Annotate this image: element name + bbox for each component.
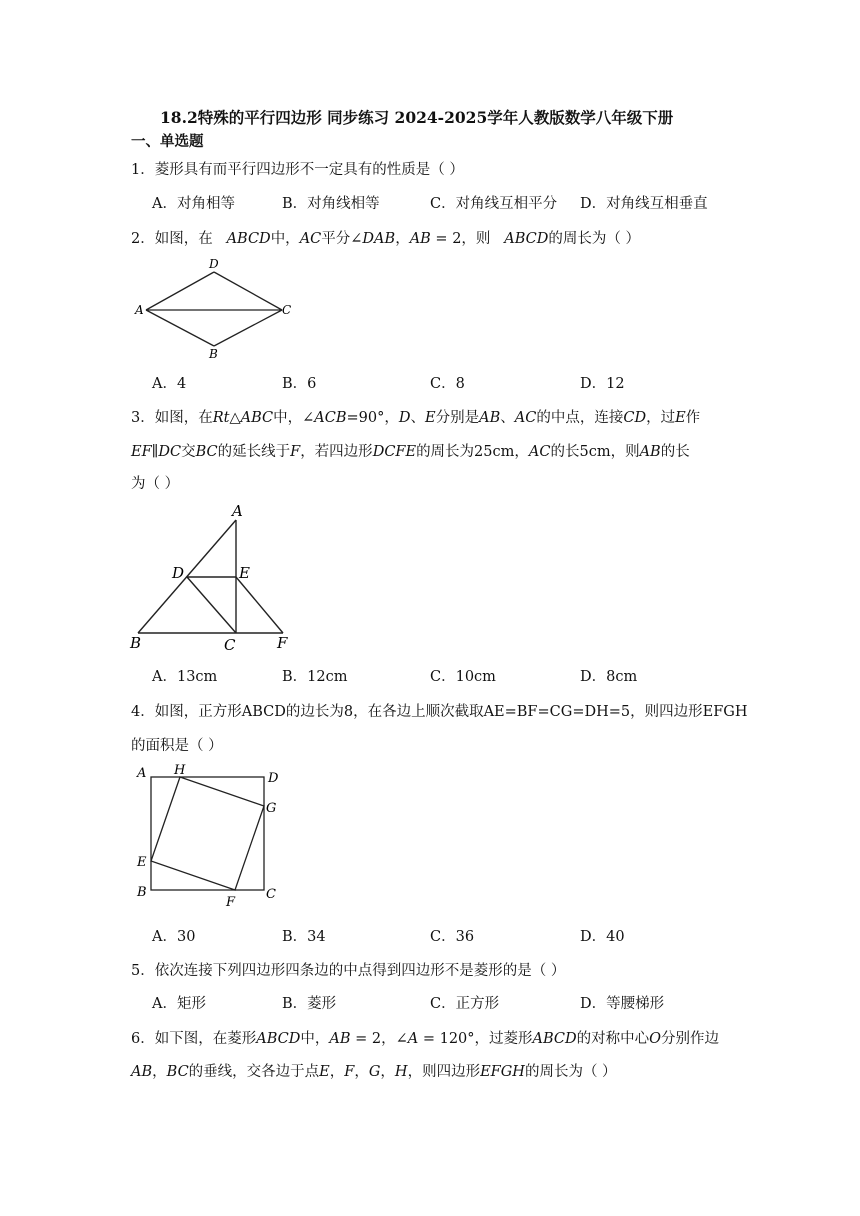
- question-3-line-2: EF∥DC交BC的延长线于F，若四边形DCFE的周长为25cm，AC的长5cm，则AB的长: [131, 444, 690, 460]
- q4-option-c[interactable]: C．36: [430, 929, 475, 945]
- q2-label-d: D: [209, 257, 219, 271]
- q1-option-a[interactable]: A．对角相等: [152, 196, 235, 212]
- question-6-line-2: AB，BC的垂线，交各边于点E，F，G，H，则四边形EFGH的周长为（ ）: [131, 1064, 617, 1080]
- q3-option-b[interactable]: B．12cm: [282, 669, 348, 685]
- q4-label-e: E: [137, 855, 147, 870]
- q4-label-a: A: [137, 766, 147, 781]
- q3-label-f: F: [277, 634, 288, 652]
- q4-label-g: G: [266, 801, 277, 816]
- q5-option-d[interactable]: D．等腰梯形: [580, 996, 665, 1012]
- q4-square-figure: [132, 760, 292, 910]
- q4-label-h: H: [174, 763, 186, 778]
- q4-label-b: B: [137, 885, 147, 900]
- question-5-stem: 5．依次连接下列四边形四条边的中点得到四边形不是菱形的是（ ）: [131, 963, 566, 979]
- q2-option-b[interactable]: B．6: [282, 376, 317, 392]
- question-6-line-1: 6．如下图，在菱形ABCD中，AB = 2，∠A = 120°，过菱形ABCD的对称中心O分别作边: [131, 1031, 720, 1047]
- q2-option-c[interactable]: C．8: [430, 376, 465, 392]
- question-4-line-2: 的面积是（ ）: [131, 738, 223, 754]
- q3-option-a[interactable]: A．13cm: [152, 669, 218, 685]
- q3-label-e: E: [239, 564, 250, 582]
- q3-triangle-figure: [128, 498, 308, 656]
- question-2-stem: 2．如图，在 ABCD中，AC平分∠DAB，AB = 2，则 ABCD的周长为（ ）: [131, 231, 640, 247]
- q4-option-a[interactable]: A．30: [152, 929, 196, 945]
- q2-option-a[interactable]: A．4: [152, 376, 187, 392]
- q2-rhombus-figure: [130, 252, 300, 364]
- question-1-stem: 1．菱形具有而平行四边形不一定具有的性质是（ ）: [131, 162, 464, 178]
- q5-option-a[interactable]: A．矩形: [152, 996, 206, 1012]
- q3-option-d[interactable]: D．8cm: [580, 669, 638, 685]
- q2-label-b: B: [209, 347, 218, 361]
- q4-option-b[interactable]: B．34: [282, 929, 326, 945]
- q2-option-d[interactable]: D．12: [580, 376, 625, 392]
- q2-label-c: C: [282, 303, 292, 317]
- q1-option-b[interactable]: B．对角线相等: [282, 196, 380, 212]
- q5-option-b[interactable]: B．菱形: [282, 996, 337, 1012]
- page-title: 18.2特殊的平行四边形 同步练习 2024-2025学年人教版数学八年级下册: [160, 108, 674, 127]
- q1-option-c[interactable]: C．对角线互相平分: [430, 196, 558, 212]
- q4-option-d[interactable]: D．40: [580, 929, 625, 945]
- q4-label-d: D: [268, 771, 279, 786]
- question-3-line-3: 为（ ）: [131, 476, 180, 492]
- section-heading: 一、单选题: [131, 133, 204, 150]
- q3-option-c[interactable]: C．10cm: [430, 669, 496, 685]
- q3-label-b: B: [130, 634, 142, 652]
- q1-option-d[interactable]: D．对角线互相垂直: [580, 196, 708, 212]
- q5-option-c[interactable]: C．正方形: [430, 996, 500, 1012]
- q3-label-c: C: [224, 636, 236, 654]
- question-4-line-1: 4．如图，正方形ABCD的边长为8，在各边上顺次截取AE=BF=CG=DH=5，则四边形EFGH: [131, 704, 748, 720]
- q4-label-c: C: [266, 887, 276, 902]
- q4-label-f: F: [226, 895, 236, 910]
- q3-label-d: D: [172, 564, 185, 582]
- q2-label-a: A: [135, 303, 144, 317]
- q3-label-a: A: [232, 502, 243, 520]
- question-3-line-1: 3．如图，在Rt△ABC中，∠ACB=90°，D、E分别是AB、AC的中点，连接CD，过E作: [131, 410, 701, 426]
